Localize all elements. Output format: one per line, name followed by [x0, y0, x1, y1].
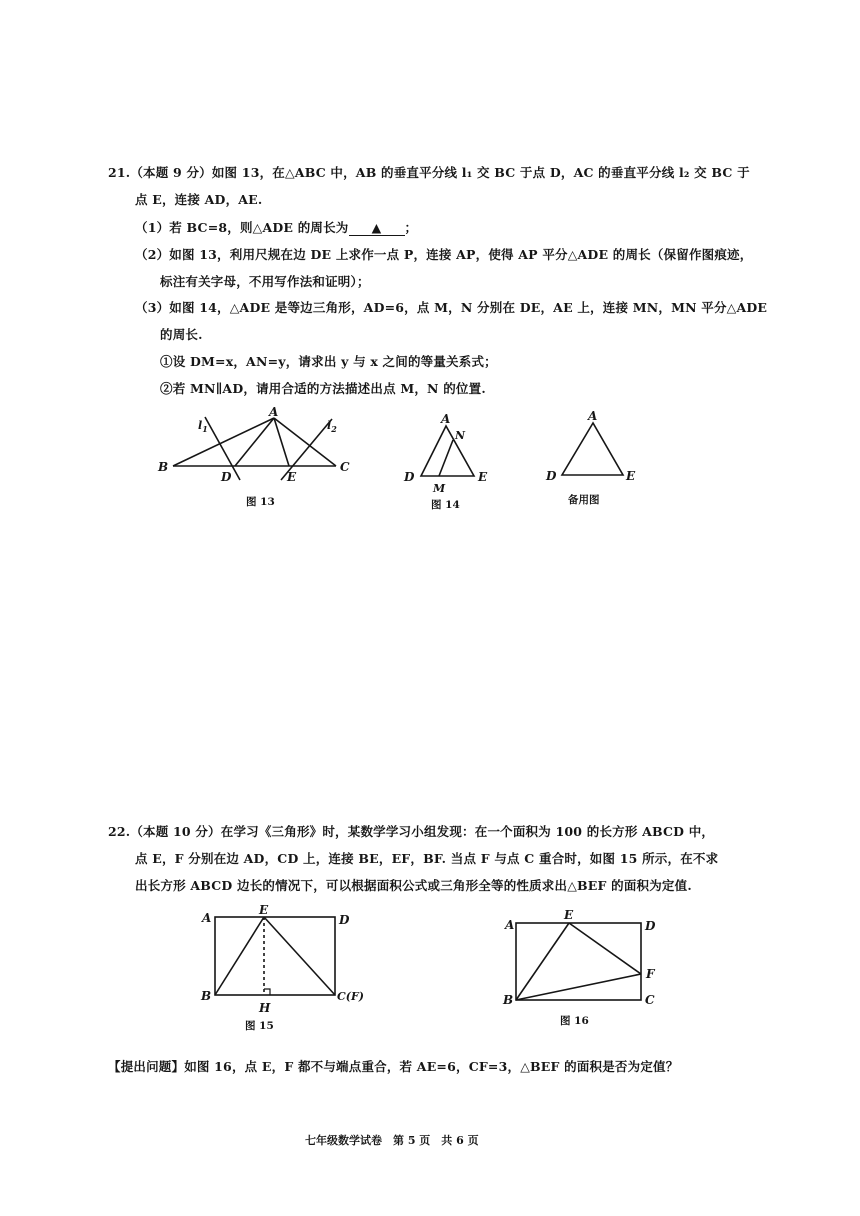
- q21-part1-prefix: （1）若 BC=8，则△ADE 的周长为: [135, 220, 349, 235]
- q21-part2-line1: （2）如图 13，利用尺规在边 DE 上求作一点 P，连接 AP，使得 AP 平分△ADE 的周长（保留作图痕迹，: [135, 247, 753, 262]
- q22-question: 【提出问题】如图 16，点 E，F 都不与端点重合，若 AE=6，CF=3，△BEF 的面积是否为定值？: [108, 1059, 679, 1074]
- label-l1: $l_1$: [198, 419, 208, 434]
- fig15-caption: 图 15: [245, 1020, 274, 1032]
- q21-part1-suffix: ；: [404, 220, 418, 235]
- segment-ae: [274, 418, 289, 466]
- label-e: E: [478, 470, 488, 484]
- q22-line3: 出长方形 ABCD 边长的情况下，可以根据面积公式或三角形全等的性质求出△BEF 的面积为定值.: [135, 878, 692, 893]
- fig14-caption: 图 14: [431, 499, 460, 511]
- q22-line2: 点 E，F 分别在边 AD，CD 上，连接 BE，EF，BF. 当点 F 与点 C 重合时，如图 15 所示，在不求: [135, 851, 719, 866]
- label-d: D: [546, 469, 557, 483]
- label-d: D: [645, 919, 656, 933]
- segment-ef: [264, 917, 335, 995]
- label-a: A: [269, 405, 279, 419]
- label-a: A: [505, 918, 515, 932]
- label-a: A: [588, 409, 598, 423]
- figure-15: [195, 902, 380, 1017]
- label-f: F: [646, 967, 655, 981]
- q21-part3-line2: 的周长.: [160, 327, 203, 342]
- q21-part1: [135, 218, 417, 236]
- figure-13: [150, 405, 360, 490]
- label-a: A: [441, 412, 451, 426]
- figure-spare: [540, 405, 640, 485]
- label-c: C: [645, 993, 655, 1007]
- segment-be: [516, 923, 569, 1000]
- label-a: A: [202, 911, 212, 925]
- q21-line1: 21.（本题 9 分）如图 13，在△ABC 中，AB 的垂直平分线 l₁ 交 BC 于点 D，AC 的垂直平分线 l₂ 交 BC 于: [108, 165, 750, 180]
- segment-bf: [516, 974, 641, 1000]
- answer-blank: ▲: [349, 221, 405, 236]
- label-b: B: [503, 993, 514, 1007]
- segment-be: [215, 917, 264, 995]
- figure-14: [398, 408, 498, 494]
- right-angle-mark: [264, 989, 270, 995]
- label-d: D: [404, 470, 415, 484]
- triangle-ade: [562, 423, 623, 475]
- q21-part3-line1: （3）如图 14，△ADE 是等边三角形，AD=6，点 M，N 分别在 DE，AE 上，连接 MN，MN 平分△ADE: [135, 300, 768, 315]
- q21-part2-line2: 标注有关字母，不用写作法和证明）；: [160, 274, 370, 289]
- label-c: C: [340, 460, 350, 474]
- q22-line1: 22.（本题 10 分）在学习《三角形》时，某数学学习小组发现：在一个面积为 100 的长方形 ABCD 中，: [108, 824, 715, 839]
- fig-spare-caption: 备用图: [568, 494, 600, 506]
- label-l2: $l_2$: [327, 419, 337, 434]
- segment-ef: [569, 923, 641, 974]
- label-m: M: [433, 482, 446, 494]
- segment-ab: [173, 418, 274, 466]
- label-e: E: [287, 470, 297, 484]
- label-b: B: [158, 460, 169, 474]
- q21-sub2: ②若 MN∥AD，请用合适的方法描述出点 M，N 的位置.: [160, 381, 486, 396]
- label-e: E: [626, 469, 636, 483]
- segment-ad: [235, 418, 274, 466]
- label-d: D: [339, 913, 350, 927]
- figure-16: [500, 902, 670, 1012]
- segment-mn: [439, 440, 453, 476]
- label-e: E: [564, 908, 574, 922]
- label-c-f: C(F): [337, 990, 364, 1003]
- label-n: N: [455, 429, 466, 442]
- fig16-caption: 图 16: [560, 1015, 589, 1027]
- triangle-ade: [421, 426, 474, 476]
- fig13-caption: 图 13: [246, 496, 275, 508]
- label-e: E: [259, 903, 269, 917]
- q21-sub1: ①设 DM=x，AN=y，请求出 y 与 x 之间的等量关系式；: [160, 354, 497, 369]
- q21-line2: 点 E，连接 AD，AE.: [135, 192, 263, 207]
- label-d: D: [221, 470, 232, 484]
- page-footer: 七年级数学试卷 第 5 页 共 6 页: [305, 1134, 479, 1147]
- label-b: B: [201, 989, 212, 1003]
- label-h: H: [259, 1001, 271, 1015]
